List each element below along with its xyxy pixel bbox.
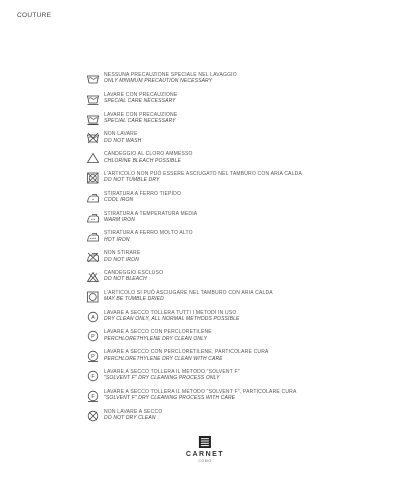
care-label-italian: LAVARE CON PRECAUZIONE xyxy=(104,111,178,118)
svg-text:P: P xyxy=(91,354,95,361)
care-label-english: COOL IRON xyxy=(104,197,134,204)
svg-text:A: A xyxy=(91,314,95,321)
care-label-english: DO NOT WASH xyxy=(104,137,142,144)
care-label-english: "SOLVENT F" DRY CLEANING PROCESS ONLY xyxy=(104,375,220,382)
do-not-dry-clean-icon xyxy=(86,410,100,422)
care-label-italian: STIRATURA A FERRO TIEPIDO xyxy=(104,190,182,197)
care-label-english: DO NOT IRON xyxy=(104,256,139,263)
care-label-italian: NON LAVARE xyxy=(104,131,138,138)
dry-clean-f-icon xyxy=(86,370,100,382)
dry-clean-p-care-icon xyxy=(86,350,100,362)
care-label-english: PERCHLORETHYLENE DRY CLEAN ONLY xyxy=(104,335,208,342)
care-label-italian: L'ARTICOLO SI PUÒ ASCIUGARE NEL TAMBURO CON ARIA CALDA xyxy=(104,289,273,296)
care-label-english: DO NOT BLEACH xyxy=(104,276,147,283)
brand-logo xyxy=(186,435,224,463)
care-item xyxy=(86,409,376,429)
care-item xyxy=(86,72,376,92)
care-item xyxy=(86,270,376,290)
care-label-english: SPECIAL CARE NECESSARY xyxy=(104,118,176,124)
care-label-english: DO NOT DRY CLEAN xyxy=(104,414,156,421)
care-item xyxy=(86,131,376,151)
care-item xyxy=(86,369,376,389)
care-label-italian: CANDEGGIO ESCLUSO xyxy=(104,269,164,276)
care-item xyxy=(86,92,376,112)
wash-tub-two-bars-icon xyxy=(86,113,100,125)
wash-tub-one-bar-icon xyxy=(86,93,100,105)
care-label-italian: LAVARE A SECCO TOLLERA IL METODO "SOLVENT F", PARTICOLARE CURA xyxy=(104,388,297,395)
care-label-english: ONLY MINIMUM PRECAUTION NECESSARY xyxy=(104,78,213,85)
care-item xyxy=(86,349,376,369)
dry-clean-p-icon xyxy=(86,330,100,342)
do-not-tumble-dry-icon xyxy=(86,172,100,184)
care-label-italian: LAVARE CON PRECAUZIONE xyxy=(104,91,178,98)
dry-clean-a-icon xyxy=(86,311,100,323)
bleach-triangle-icon xyxy=(86,152,100,164)
tumble-dry-icon xyxy=(86,291,100,303)
care-label-english: CHLORINE BLEACH POSSIBLE xyxy=(104,157,181,164)
care-label-english: WARM IRON xyxy=(104,216,135,223)
care-label-italian: NON STIRARE xyxy=(104,250,141,257)
care-symbol-list xyxy=(86,72,376,428)
care-item xyxy=(86,211,376,231)
care-label-italian: L'ARTICOLO NON PUÒ ESSERE ASCIUGATO NEL TAMBURO CON ARIA CALDA xyxy=(104,170,303,177)
svg-text:F: F xyxy=(91,373,95,380)
care-label-english: DO NOT TUMBLE DRY xyxy=(104,177,160,184)
do-not-wash-icon xyxy=(86,132,100,144)
care-label-italian: NON LAVARE A SECCO xyxy=(104,408,163,415)
care-label-english: MAY BE TUMBLE DRIED xyxy=(104,296,164,303)
care-label-italian: NESSUNA PRECAUZIONE SPECIALE NEL LAVAGGIO xyxy=(104,72,237,78)
wash-tub-wave-icon xyxy=(86,73,100,85)
care-item xyxy=(86,329,376,349)
care-item xyxy=(86,310,376,330)
svg-text:P: P xyxy=(91,334,95,341)
svg-text:F: F xyxy=(91,393,95,400)
care-label-italian: STIRATURA A FERRO MOLTO ALTO xyxy=(104,230,193,237)
care-label-italian: CANDEGGIO AL CLORO AMMESSO xyxy=(104,151,193,158)
care-label-english: PERCHLORETHYLENE DRY CLEAN WITH CARE xyxy=(104,355,223,362)
care-label-italian: LAVARE A SECCO CON PERCLORETILENE, PARTICOLARE CURA xyxy=(104,349,269,356)
care-item xyxy=(86,171,376,191)
iron-two-dots-icon xyxy=(86,212,100,224)
care-label-italian: STIRATURA A TEMPERATURA MEDIA xyxy=(104,210,198,217)
logo-mark-icon xyxy=(198,435,212,449)
care-label-english: "SOLVENT F" DRY CLEANING PROCESS WITH CARE xyxy=(104,395,236,402)
care-item xyxy=(86,151,376,171)
care-label-english: HOT IRON xyxy=(104,236,130,243)
care-label-italian: LAVARE A SECCO TOLLERA TUTTI I METODI IN USO xyxy=(104,309,237,316)
care-item xyxy=(86,389,376,409)
brand-name: CARNET xyxy=(185,451,225,458)
dry-clean-f-care-icon xyxy=(86,390,100,402)
care-item xyxy=(86,191,376,211)
brand-subtitle: COMO xyxy=(198,459,212,463)
care-label-english: DRY CLEAN ONLY, ALL NORMAL METHODS POSSIBLE xyxy=(104,315,240,322)
iron-one-dot-icon xyxy=(86,192,100,204)
care-label-italian: LAVARE A SECCO TOLLERA IL METODO "SOLVENT F" xyxy=(104,368,240,375)
care-item xyxy=(86,112,376,132)
iron-three-dots-icon xyxy=(86,231,100,243)
care-label-italian: LAVARE A SECCO CON PERCLORETILENE xyxy=(104,329,212,336)
page-header: COUTURE xyxy=(17,12,52,19)
care-item xyxy=(86,250,376,270)
care-item xyxy=(86,290,376,310)
care-label-english: SPECIAL CARE NECESSARY xyxy=(104,98,176,105)
care-item xyxy=(86,230,376,250)
do-not-bleach-icon xyxy=(86,271,100,283)
do-not-iron-icon xyxy=(86,251,100,263)
